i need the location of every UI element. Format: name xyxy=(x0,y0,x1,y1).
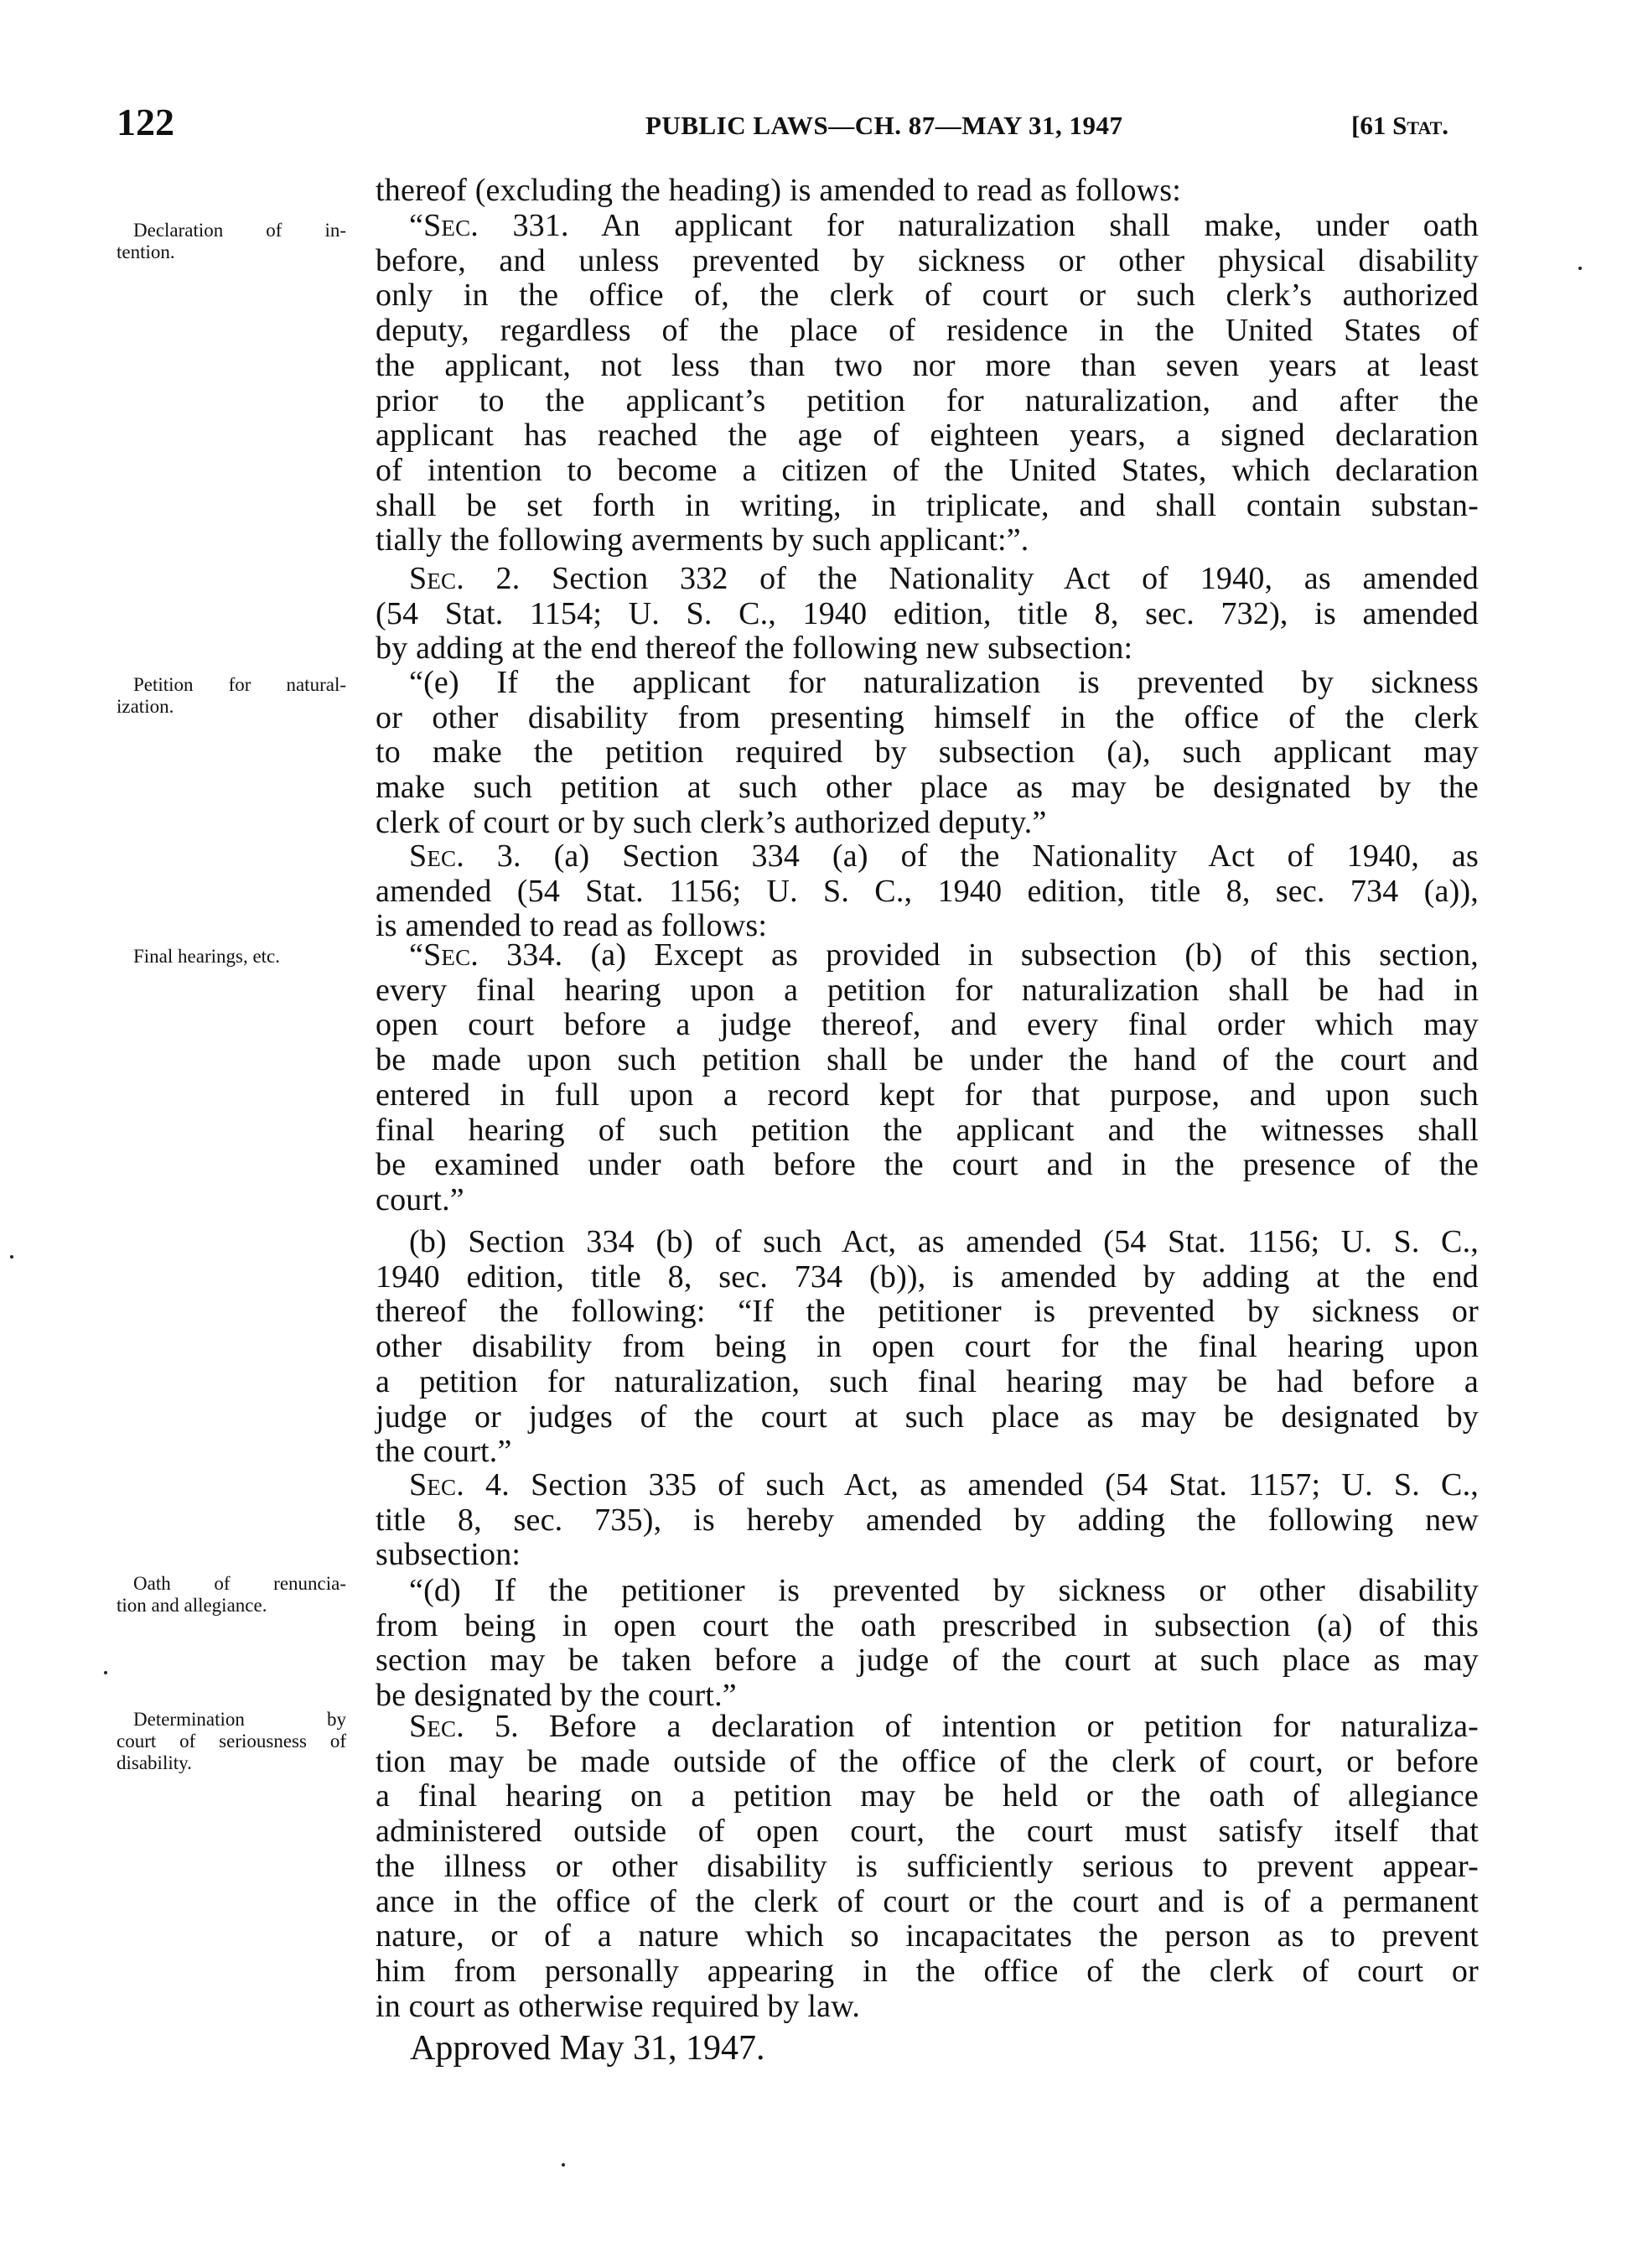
sidenote-line: court of seriousness of xyxy=(117,1731,346,1752)
text-line: applicant has reached the age of eighteen years, a signed declaration xyxy=(376,418,1479,454)
text-line: deputy, regardless of the place of residence in the United States of xyxy=(376,313,1479,349)
line-text: 4. Section 335 of such Act, as amended (54 Stat. 1157; U. S. C., xyxy=(464,1467,1479,1502)
text-line: 1940 edition, title 8, sec. 734 (b)), is amended by adding at the end xyxy=(376,1259,1479,1295)
text-line: title 8, sec. 735), is hereby amended by adding the following new xyxy=(376,1502,1479,1538)
sidenote-line: Declaration of in- xyxy=(133,220,346,241)
scan-speck xyxy=(1578,267,1582,270)
text-line: prior to the applicant’s petition for naturalization, and after the xyxy=(376,382,1479,418)
page-number: 122 xyxy=(117,101,174,143)
text-line xyxy=(409,208,1479,243)
text-line: from being in open court the oath prescribed in subsection (a) of this xyxy=(376,1607,1479,1643)
text-line: (54 Stat. 1154; U. S. C., 1940 edition, title 8, sec. 732), is amended xyxy=(376,595,1479,631)
text-line: entered in full upon a record kept for that purpose, and upon such xyxy=(376,1077,1479,1113)
sidenote-determination xyxy=(117,1709,346,1774)
sidenote-line: Petition for natural- xyxy=(133,674,346,695)
sidenote-line: tion and allegiance. xyxy=(117,1595,267,1616)
text-line xyxy=(409,1467,1479,1502)
volume-reference xyxy=(1351,112,1448,138)
section-label: “Sec. xyxy=(409,937,479,973)
line-text: 3. (a) Section 334 (a) of the Nationality Act of 1940, as xyxy=(464,838,1479,874)
sidenote-petition xyxy=(117,674,346,718)
text-line: to make the petition required by subsection (a), such applicant may xyxy=(376,734,1479,771)
section-label: Sec. xyxy=(409,838,464,874)
text-line: be designated by the court.” xyxy=(376,1678,737,1714)
text-line: final hearing of such petition the applicant and the witnesses shall xyxy=(376,1112,1479,1148)
line-text: 5. Before a declaration of intention or petition for naturaliza- xyxy=(464,1709,1479,1744)
text-line: amended (54 Stat. 1156; U. S. C., 1940 edition, title 8, sec. 734 (a)), xyxy=(376,873,1479,909)
text-line: tion may be made outside of the office of the clerk of court, or before xyxy=(376,1743,1479,1779)
text-line: be made upon such petition shall be under the hand of the court and xyxy=(376,1042,1479,1078)
text-line: section may be taken before a judge of the court at such place as may xyxy=(376,1643,1479,1679)
sidenote-line: Oath of renuncia- xyxy=(133,1573,346,1594)
text-line: is amended to read as follows: xyxy=(376,908,768,944)
text-line: be examined under oath before the court and in the presence of the xyxy=(376,1147,1479,1183)
section-label: Sec. xyxy=(409,561,464,596)
text-line xyxy=(409,561,1479,596)
text-line: make such petition at such other place as may be designated by the xyxy=(376,770,1479,806)
sidenote-declaration xyxy=(117,220,346,263)
text-line xyxy=(409,838,1479,874)
sidenote-line: Determination by xyxy=(133,1709,346,1730)
text-line: the court.” xyxy=(376,1434,512,1470)
text-line xyxy=(409,937,1479,973)
text-line: shall be set forth in writing, in triplicate, and shall contain substan- xyxy=(376,487,1479,523)
text-line: nature, or of a nature which so incapacitates the person as to prevent xyxy=(376,1918,1479,1954)
text-line xyxy=(409,1709,1479,1744)
text-line: a petition for naturalization, such final hearing may be had before a xyxy=(376,1363,1479,1399)
text-line: every final hearing upon a petition for naturalization shall be had in xyxy=(376,972,1479,1008)
text-line: or other disability from presenting himself in the office of the clerk xyxy=(376,699,1479,735)
sidenote-line: tention. xyxy=(117,241,175,262)
text-line: court.” xyxy=(376,1181,464,1217)
sidenote-oath xyxy=(117,1573,346,1617)
text-line: judge or judges of the court at such place as may be designated by xyxy=(376,1399,1479,1435)
text-line: tially the following averments by such applicant:”. xyxy=(376,522,1029,558)
text-line: administered outside of open court, the court must satisfy itself that xyxy=(376,1814,1479,1850)
section-label: “Sec. xyxy=(409,208,479,243)
text-line: only in the office of, the clerk of court or such clerk’s authorized xyxy=(376,278,1479,314)
scan-speck xyxy=(104,1671,107,1674)
text-line: subsection: xyxy=(376,1537,521,1573)
running-head: PUBLIC LAWS—CH. 87—MAY 31, 1947 xyxy=(645,111,1123,140)
text-line: “(e) If the applicant for naturalization is prevented by sickness xyxy=(409,665,1479,700)
line-text: 2. Section 332 of the Nationality Act of 1940, as amended xyxy=(464,561,1479,596)
text-line: (b) Section 334 (b) of such Act, as amended (54 Stat. 1156; U. S. C., xyxy=(409,1224,1479,1259)
sidenote-final-hearings xyxy=(117,946,346,968)
section-label: Sec. xyxy=(409,1709,464,1744)
text-line: the illness or other disability is sufficiently serious to prevent appear- xyxy=(376,1848,1479,1884)
text-line: him from personally appearing in the office of the clerk of court or xyxy=(376,1953,1479,1989)
text-line: in court as otherwise required by law. xyxy=(376,1988,861,2024)
text-line: by adding at the end thereof the following new subsection: xyxy=(376,631,1133,667)
sidenote-line: disability. xyxy=(117,1752,192,1773)
text-line: open court before a judge thereof, and every final order which may xyxy=(376,1007,1479,1043)
text-line: the applicant, not less than two nor more than seven years at least xyxy=(376,347,1479,383)
scan-speck xyxy=(562,2163,565,2167)
text-line: a final hearing on a petition may be held or the oath of allegiance xyxy=(376,1778,1479,1814)
text-line: thereof (excluding the heading) is amended to read as follows: xyxy=(376,173,1182,208)
section-label: Sec. xyxy=(409,1467,464,1502)
text-line: of intention to become a citizen of the United States, which declaration xyxy=(376,452,1479,488)
sidenote-line: ization. xyxy=(117,696,174,717)
text-line: before, and unless prevented by sickness or other physical disability xyxy=(376,242,1479,278)
volume-label: Stat. xyxy=(1392,111,1449,140)
text-line: thereof the following: “If the petitioner is prevented by sickness or xyxy=(376,1294,1479,1330)
text-line: clerk of court or by such clerk’s authorized deputy.” xyxy=(376,804,1047,840)
text-line: ance in the office of the clerk of court or the court and is of a permanent xyxy=(376,1883,1479,1919)
line-text: 331. An applicant for naturalization shall make, under oath xyxy=(479,208,1479,243)
text-line: other disability from being in open court for the final hearing upon xyxy=(376,1329,1479,1365)
sidenote-line: Final hearings, etc. xyxy=(133,946,281,967)
volume-bracket: [61 xyxy=(1351,111,1393,140)
approval-line: Approved May 31, 1947. xyxy=(410,2029,765,2068)
line-text: 334. (a) Except as provided in subsection (b) of this section, xyxy=(479,937,1479,973)
scan-speck xyxy=(10,1255,13,1259)
text-line: “(d) If the petitioner is prevented by sickness or other disability xyxy=(409,1573,1479,1608)
